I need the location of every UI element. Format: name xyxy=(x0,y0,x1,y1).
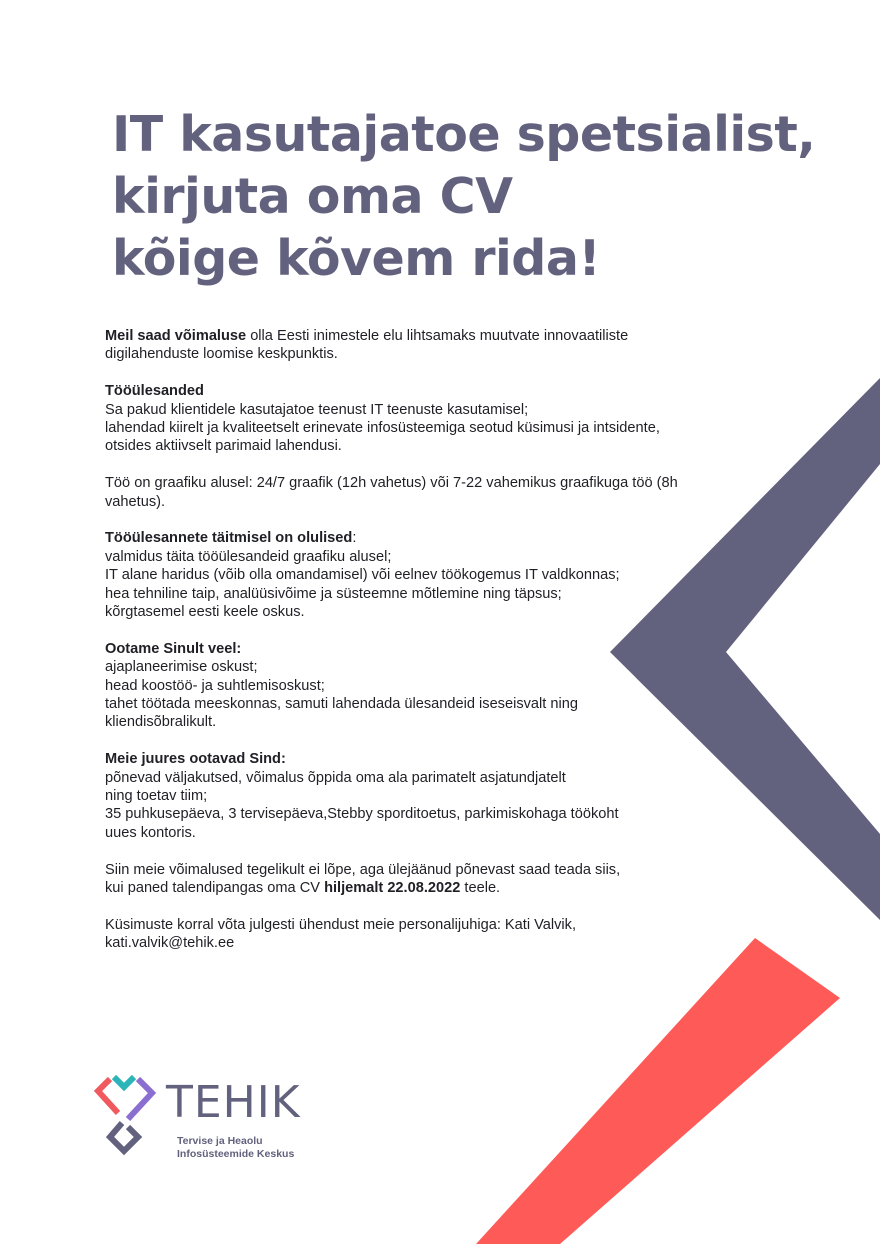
tasks-line: Sa pakud klientidele kasutajatoe teenust IT teenuste kasutamisel; xyxy=(105,401,529,418)
offer-section xyxy=(105,750,745,842)
requirements-heading: Tööülesannete täitmisel on olulised xyxy=(105,530,353,547)
expectation-item: head koostöö- ja suhtlemisoskust; xyxy=(105,677,325,694)
intro-bold: Meil saad võimaluse xyxy=(105,328,247,344)
expectation-item: ajaplaneerimise oskust; xyxy=(105,659,258,676)
offer-item: põnevad väljakutsed, võimalus õppida oma ala parimatelt asjatundjatelt xyxy=(105,769,566,786)
contact-email-link[interactable]: kati.valvik@tehik.ee xyxy=(105,935,235,952)
apply-suffix: teele. xyxy=(460,880,501,897)
requirements-heading-colon: : xyxy=(352,530,357,547)
schedule-paragraph xyxy=(105,474,745,511)
offer-item: uues kontoris. xyxy=(105,824,196,841)
apply-line-1: Siin meie võimalused tegelikult ei lõpe, aga ülejäänud põnevast saad teada siis, xyxy=(105,861,621,878)
requirement-item: IT alane haridus (võib olla omandamisel) või eelnev töökogemus IT valdkonnas; xyxy=(105,567,620,584)
schedule-line: Töö on graafiku alusel: 24/7 graafik (12h vahetus) või 7-22 vahemikus graafikuga töö (8h xyxy=(105,475,678,492)
tasks-heading: Tööülesanded xyxy=(105,383,204,400)
intro-line-2: digilahenduste loomise keskpunktis. xyxy=(105,346,338,363)
logo-wordmark: TEHIK xyxy=(166,1077,301,1128)
offer-item: 35 puhkusepäeva, 3 tervisepäeva,Stebby sporditoetus, parkimiskohaga töökoht xyxy=(105,806,619,823)
apply-prefix: kui paned talendipangas oma CV xyxy=(105,880,325,897)
red-diagonal-shape xyxy=(476,938,840,1244)
schedule-line: vahetus). xyxy=(105,493,166,510)
expectation-item: kliendisõbralikult. xyxy=(105,714,217,731)
intro-paragraph xyxy=(105,327,745,364)
offer-heading: Meie juures ootavad Sind: xyxy=(105,751,286,768)
tasks-line: otsides aktiivselt parimaid lahendusi. xyxy=(105,438,342,455)
tehik-logo xyxy=(94,1073,334,1163)
logo-subtitle-line-2: Infosüsteemide Keskus xyxy=(177,1148,295,1160)
expectation-item: tahet töötada meeskonnas, samuti lahendada ülesandeid iseseisvalt ning xyxy=(105,696,578,713)
requirement-item: kõrgtasemel eesti keele oskus. xyxy=(105,604,305,621)
tasks-line: lahendad kiirelt ja kvaliteetselt erinevate infosüsteemiga seotud küsimusi ja intsidente, xyxy=(105,420,660,437)
intro-text: olla Eesti inimestele elu lihtsamaks muutvate innovaatiliste xyxy=(246,328,629,344)
contact-paragraph xyxy=(105,916,745,953)
expectations-section xyxy=(105,640,745,732)
apply-paragraph xyxy=(105,861,745,898)
title-line-3: kõige kõvem rida! xyxy=(112,230,601,287)
job-description xyxy=(105,327,745,971)
logo-subtitle-line-1: Tervise ja Heaolu xyxy=(177,1135,263,1147)
contact-line-1: Küsimuste korral võta julgesti ühendust meie personalijuhiga: Kati Valvik, xyxy=(105,916,577,933)
heart-logo-icon xyxy=(94,1073,160,1159)
page-title xyxy=(112,104,852,290)
title-line-2: kirjuta oma CV xyxy=(112,168,513,225)
expectations-heading: Ootame Sinult veel: xyxy=(105,640,242,657)
title-line-1: IT kasutajatoe spetsialist, xyxy=(112,106,816,163)
tasks-section xyxy=(105,382,745,456)
requirement-item: valmidus täita tööülesandeid graafiku alusel; xyxy=(105,548,392,565)
offer-item: ning toetav tiim; xyxy=(105,788,208,805)
requirement-item: hea tehniline taip, analüüsivõime ja süsteemne mõtlemine ning täpsus; xyxy=(105,585,562,602)
logo-subtitle xyxy=(177,1135,294,1161)
requirements-section xyxy=(105,529,745,621)
deadline-text: hiljemalt 22.08.2022 xyxy=(324,880,461,897)
